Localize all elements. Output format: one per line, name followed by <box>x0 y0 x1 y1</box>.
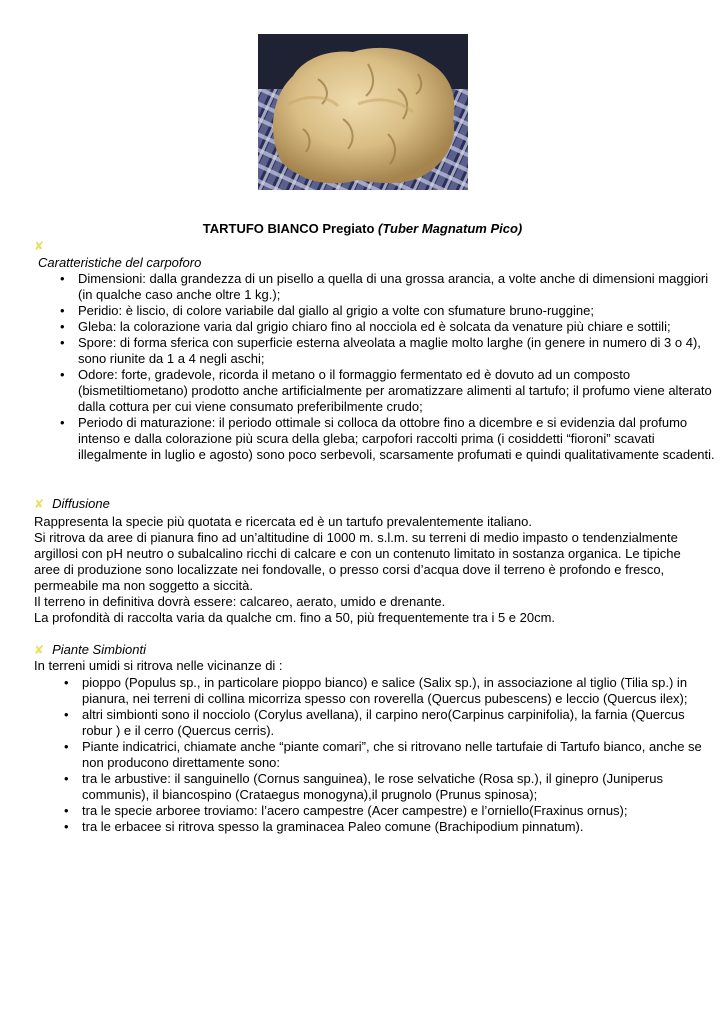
section-heading-carpoforo: Caratteristiche del carpoforo <box>38 255 202 270</box>
x-marker-icon: ✘ <box>34 239 45 253</box>
list-item: • tra le erbacee si ritrova spesso la graminacea Paleo comune (Brachipodium pinnatum). <box>62 819 712 835</box>
section-heading-piante-simbionti <box>34 642 146 658</box>
document-title <box>0 221 725 237</box>
list-item: • Odore: forte, gradevole, ricorda il metano o il formaggio fermentato ed è dovuto ad un composto (bismetiltiometano) prodotto anche artificialmente per aromatizzare alimenti al tartufo; il profumo viene alterato dalla cottura per cui viene consumato preferibilmente crudo; <box>58 367 718 415</box>
x-marker-icon: ✘ <box>34 497 45 511</box>
piante-list <box>62 675 712 835</box>
paragraph-line: Rappresenta la specie più quotata e ricercata ed è un tartufo prevalentemente italiano. <box>34 514 532 529</box>
paragraph-line: Si ritrova da aree di pianura fino ad un’altitudine di 1000 m. s.l.m. su terreni di medio impasto o tendenzialmente argillosi con pH neutro o subalcalino ricchi di calcare e con un contenuto limitato in sostanza organica. Le tipiche aree di produzione sono localizzate nei fondovalle, o presso corsi d’acqua dove il terreno è profondo e fresco, permeabile ma non soggetto a siccità. <box>34 530 681 593</box>
title-main: TARTUFO BIANCO Pregiato <box>202 221 379 236</box>
section-heading-label: Piante Simbionti <box>52 642 147 657</box>
section-heading-label: Diffusione <box>52 496 110 511</box>
list-item: • tra le specie arboree troviamo: l’acero campestre (Acer campestre) e l’orniello(Fraxinus ornus); <box>62 803 712 819</box>
x-marker-icon: ✘ <box>34 643 45 657</box>
list-item: • Gleba: la colorazione varia dal grigio chiaro fino al nocciola ed è solcata da venature più chiare e sottili; <box>58 319 718 335</box>
truffle-photo <box>258 34 468 190</box>
paragraph-line: La profondità di raccolta varia da qualche cm. fino a 50, più frequentemente tra i 5 e 20cm. <box>34 610 556 625</box>
title-latin-name: (Tuber Magnatum Pico) <box>378 221 523 236</box>
list-item: • pioppo (Populus sp., in particolare pioppo bianco) e salice (Salix sp.), in associazione al tiglio (Tilia sp.) in pianura, nei terreni di collina micorriza spesso con roverella (Quercus pubescens) e leccio (Quercus ilex); <box>62 675 712 707</box>
list-item: • Periodo di maturazione: il periodo ottimale si colloca da ottobre fino a dicembre e si evidenzia dal profumo intenso e dalla colorazione più scura della gleba; carpofori raccolti prima (i cosiddetti “fioroni” scavati illegalmente in luglio e agosto) sono poco serbevoli, scarsamente profumati e quindi qualitativamente scadenti. <box>58 415 718 463</box>
paragraph-line: Il terreno in definitiva dovrà essere: calcareo, aerato, umido e drenante. <box>34 594 446 609</box>
list-item: • Dimensioni: dalla grandezza di un pisello a quella di una grossa arancia, a volte anche di dimensioni maggiori (in qualche caso anche oltre 1 kg.); <box>58 271 718 303</box>
list-item: • altri simbionti sono il nocciolo (Corylus avellana), il carpino nero(Carpinus carpinifolia), la farnia (Quercus robur ) e il cerro (Quercus cerris). <box>62 707 712 739</box>
list-item: • tra le arbustive: il sanguinello (Cornus sanguinea), le rose selvatiche (Rosa sp.), il ginepro (Juniperus communis), il biancospino (Crataegus monogyna),il prugnolo (Prunus spinosa); <box>62 771 712 803</box>
list-item: • Peridio: è liscio, di colore variabile dal giallo al grigio a volte con sfumature bruno-ruggine; <box>58 303 718 319</box>
section-heading-diffusione <box>34 496 110 512</box>
carpoforo-list <box>58 271 718 463</box>
piante-intro: In terreni umidi si ritrova nelle vicinanze di : <box>34 658 283 673</box>
diffusione-text <box>34 514 704 626</box>
list-item: • Piante indicatrici, chiamate anche “piante comari”, che si ritrovano nelle tartufaie di Tartufo bianco, anche se non producono direttamente sono: <box>62 739 712 771</box>
list-item: • Spore: di forma sferica con superficie esterna alveolata a maglie molto larghe (in genere in numero di 3 o 4), sono riunite da 1 a 4 negli aschi; <box>58 335 718 367</box>
